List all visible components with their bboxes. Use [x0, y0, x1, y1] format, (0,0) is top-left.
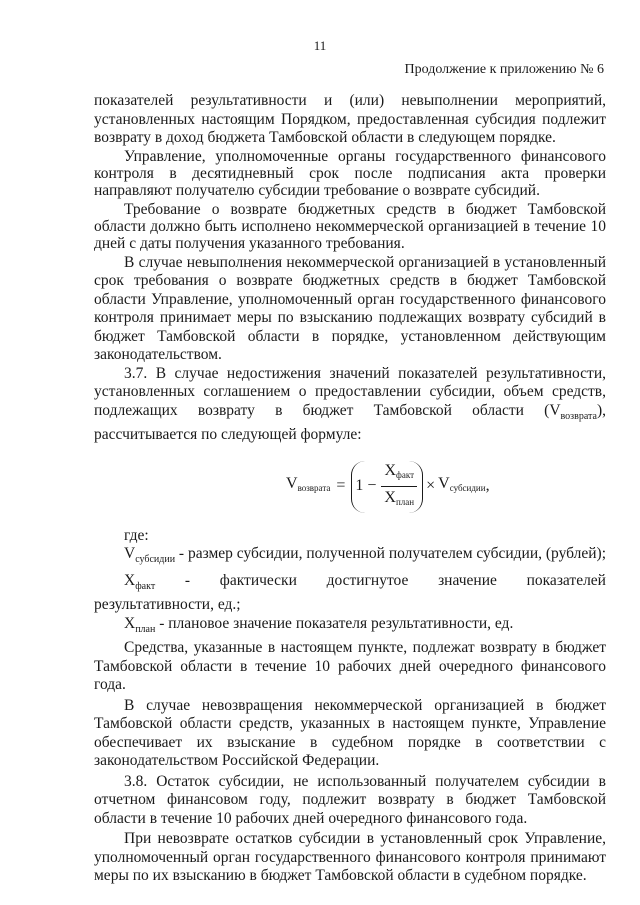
formula-parentheses [351, 461, 423, 513]
paragraph-6: Средства, указанные в настоящем пункте, подлежат возврату в бюджет Тамбовской области в течение 10 рабочих дней очередного финансового года. [94, 639, 606, 694]
document-body [94, 92, 606, 886]
paragraph-5 [94, 365, 606, 445]
formula-one-minus: 1 − [355, 477, 377, 495]
paragraph-9: При невозврате остатков субсидии в установленный срок Управление, уполномоченный орган государственного финансового контроля принимают меры по их взысканию в бюджет Тамбовской области в судебном порядке. [94, 830, 606, 885]
formula-denominator [381, 487, 417, 512]
formula-v-symbol-2: V [438, 475, 450, 493]
paragraph-5-end: ), рассчитывается по следующей формуле: [94, 401, 606, 444]
formula-x-plan: X [384, 489, 396, 507]
def-xf-term [124, 572, 155, 597]
formula-v-return [286, 475, 330, 498]
def-v-sub: субсидии [135, 554, 176, 566]
paragraph-5-start: 3.7. В случае недостижения значений показателей результативности, установленных соглашением о предоставлении субсидии, объем средств, подлежащих возврату в бюджет Тамбовской области (V [94, 364, 606, 419]
definition-x-fact-tail: результативности, ед.; [94, 596, 241, 614]
paragraph-2: Управление, уполномоченные органы государственного финансового контроля в десятидневный срок после подписания акта проверки направляют получателю субсидии требование о возврате субсидий. [94, 147, 606, 199]
def-xf-symbol: X [124, 571, 136, 589]
def-xf-sub: факт [135, 580, 156, 592]
formula-sub-fact: факт [396, 469, 415, 480]
appendix-note: Продолжение к приложению № 6 [404, 62, 604, 77]
def-v-text: - размер субсидии, полученной получателем субсидии, (рублей); [175, 545, 607, 563]
formula-return-volume [94, 457, 606, 517]
paragraph-4: В случае невыполнения некоммерческой организацией в установленный срок требования о возврате бюджетных средств в бюджет Тамбовской области Управление, уполномоченный орган государственного финансового контроля принимает меры по взысканию подлежащих возврату субсидий в бюджет Тамбовской области в порядке, установленном действующим законодательством. [94, 253, 606, 363]
paragraph-1: показателей результативности и (или) невыполнении мероприятий, установленных настоящим Порядком, предоставленная субсидия подлежит возврату в доход бюджета Тамбовской области в следующем порядке. [94, 92, 606, 146]
paragraph-7: В случае невозвращения некоммерческой организацией в бюджет Тамбовской области средств, указанных в настоящем пункте, Управление обеспечивает их взыскание в судебном порядке в соответствии с законодательством Российской Федерации. [94, 696, 606, 770]
formula-sub-subsidy: субсидии [449, 483, 486, 494]
def-xp-text: - плановое значение показателя результативности, ед. [155, 614, 514, 632]
formula-v-subsidy [438, 475, 485, 498]
where-label: где: [124, 526, 149, 544]
definition-x-plan [94, 615, 606, 640]
def-xp-sub: план [135, 623, 156, 635]
page-number: 11 [313, 38, 327, 53]
paragraph-5-subscript: возврата [560, 410, 597, 422]
formula-times: × [426, 477, 436, 495]
formula-x-fact: X [384, 461, 397, 479]
formula-fraction [381, 462, 417, 512]
formula-sub-return: возврата [297, 483, 331, 494]
formula-equals: = [336, 477, 346, 495]
def-xp-symbol: X [124, 614, 136, 632]
formula-numerator [381, 462, 417, 488]
def-xf-word-1: фактически [219, 571, 297, 589]
formula-v-symbol: V [286, 475, 298, 493]
paragraph-8: 3.8. Остаток субсидии, не использованный получателем субсидии в отчетном финансовом году, подлежит возврату в бюджет Тамбовской области в течение 10 рабочих дней очередного финансового года. [94, 772, 606, 827]
def-xf-word-2: достигнутое [326, 571, 409, 589]
formula-comma: , [485, 477, 490, 495]
definition-x-fact-row [94, 572, 606, 597]
formula-sub-plan: план [395, 497, 415, 508]
definition-v-subsidy [94, 545, 606, 570]
def-xf-dash: - [184, 571, 191, 589]
def-xf-word-4: показателей [526, 571, 606, 589]
def-xf-word-3: значение [438, 571, 497, 589]
def-v-symbol: V [124, 545, 136, 563]
paragraph-3: Требование о возврате бюджетных средств в бюджет Тамбовской области должно быть исполнено некоммерческой организацией в течение 10 дней с даты получения указанного требования. [94, 200, 606, 252]
